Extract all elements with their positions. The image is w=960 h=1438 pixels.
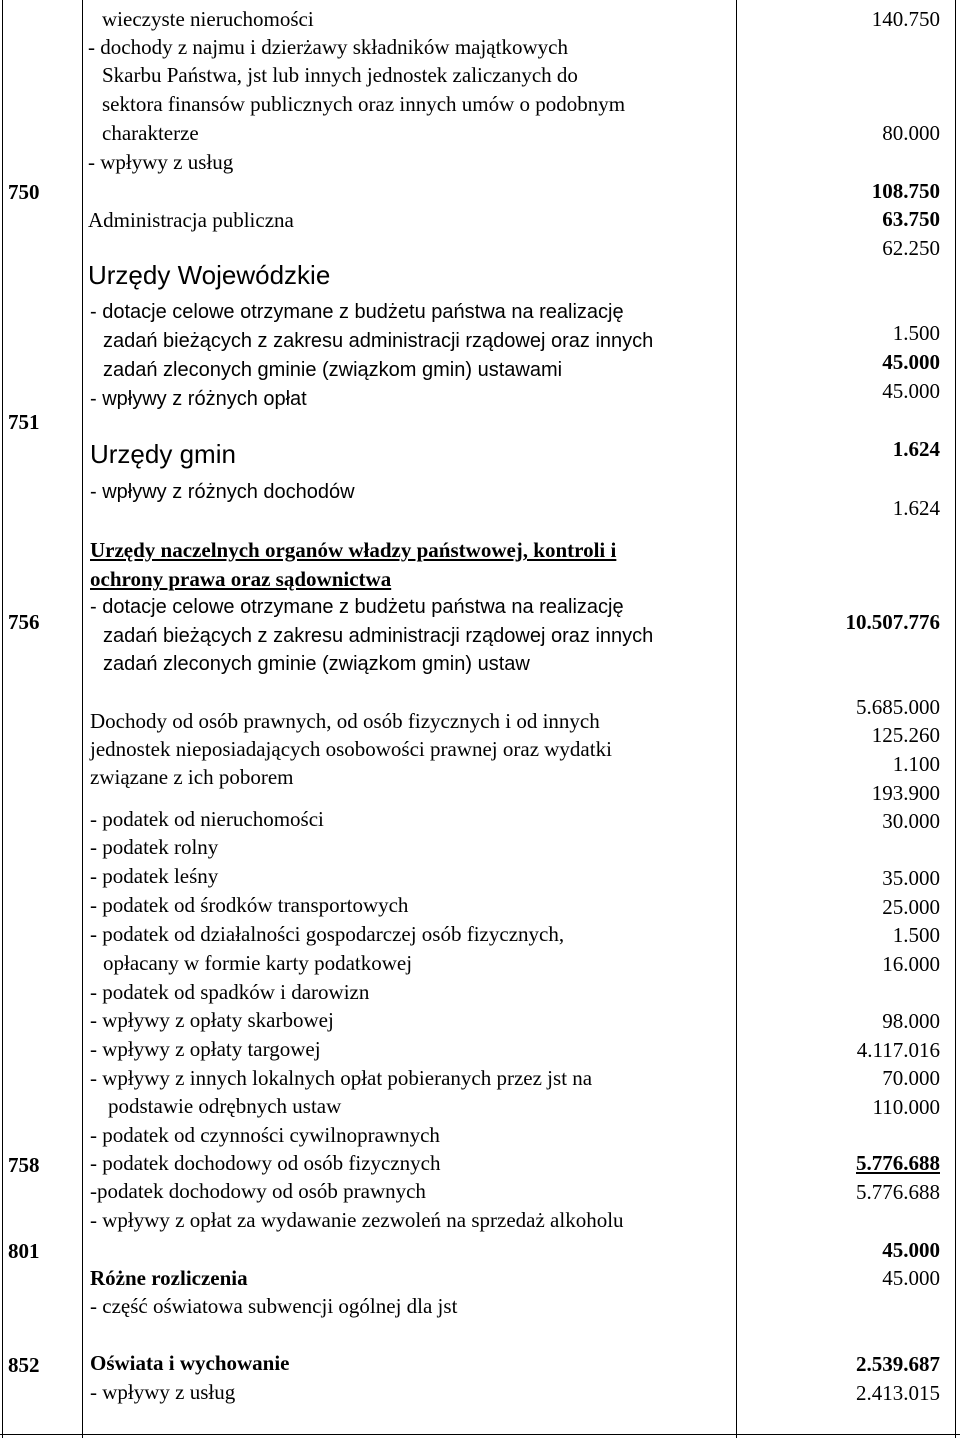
amount: 25.000	[882, 895, 940, 919]
description-line: - wpływy z innych lokalnych opłat pobieranych przez jst na	[90, 1066, 593, 1090]
description-line: sektora finansów publicznych oraz innych umów o podobnym	[102, 92, 626, 116]
amount-total: 108.750	[871, 179, 940, 203]
amount: 1.500	[892, 923, 940, 947]
amount-total: 45.000	[882, 1238, 940, 1262]
description-line: - wpływy z różnych dochodów	[90, 481, 355, 503]
column-divider-amount	[736, 0, 737, 1438]
amount: 1.500	[892, 321, 940, 345]
amount-total: 63.750	[882, 207, 940, 231]
description-line: - wpływy z opłaty skarbowej	[90, 1008, 334, 1032]
amount: 30.000	[882, 809, 940, 833]
description-line: podstawie odrębnych ustaw	[108, 1094, 342, 1118]
amount: 62.250	[882, 236, 940, 260]
section-title-administracja: Administracja publiczna	[88, 208, 294, 232]
section-heading-urzedy-wojewodzkie: Urzędy Wojewódzkie	[88, 260, 331, 290]
amount-total: 2.539.687	[856, 1352, 940, 1376]
amount-total: 5.776.688	[856, 1151, 940, 1175]
amount: 70.000	[882, 1066, 940, 1090]
amount: 110.000	[872, 1095, 940, 1119]
description-line: zadań zleconych gminie (związkom gmin) ustawami	[103, 359, 563, 381]
section-title-rozne-rozliczenia: Różne rozliczenia	[90, 1266, 248, 1290]
description-line: opłacany w formie karty podatkowej	[103, 951, 413, 975]
section-title-oswiata: Oświata i wychowanie	[90, 1351, 290, 1375]
description-line: związane z ich poborem	[90, 765, 294, 789]
amount: 193.900	[871, 781, 940, 805]
amount: 5.685.000	[856, 695, 940, 719]
amount: 1.624	[892, 496, 940, 520]
amount: 1.100	[892, 752, 940, 776]
section-code-756: 756	[8, 610, 40, 634]
description-line: - podatek od nieruchomości	[90, 807, 324, 831]
table-border-right	[955, 0, 956, 1438]
amount: 2.413.015	[856, 1381, 940, 1405]
description-line: charakterze	[102, 121, 199, 145]
description-line: - podatek leśny	[90, 864, 219, 888]
description-line: - wpływy z usług	[88, 150, 234, 174]
amount: 5.776.688	[856, 1180, 940, 1204]
amount-total: 10.507.776	[845, 610, 940, 634]
description-line: wieczyste nieruchomości	[102, 7, 314, 31]
description-line: zadań zleconych gminie (związkom gmin) ustaw	[103, 653, 530, 675]
description-line: - podatek od czynności cywilnoprawnych	[90, 1123, 440, 1147]
table-border-bottom	[0, 1434, 960, 1435]
description-line: - podatek dochodowy od osób fizycznych	[90, 1151, 441, 1175]
amount: 45.000	[882, 379, 940, 403]
description-line: - podatek rolny	[90, 835, 219, 859]
amount: 98.000	[882, 1009, 940, 1033]
amount: 80.000	[882, 121, 940, 145]
amount-total: 45.000	[882, 350, 940, 374]
description-line: Skarbu Państwa, jst lub innych jednostek zaliczanych do	[102, 63, 578, 87]
section-code-852: 852	[8, 1353, 40, 1377]
amount: 4.117.016	[856, 1038, 940, 1062]
description-line: - dotacje celowe otrzymane z budżetu państwa na realizację	[90, 596, 624, 618]
description-line: - podatek od działalności gospodarczej osób fizycznych,	[90, 922, 565, 946]
section-title-urzedy-naczelnych-cont: ochrony prawa oraz sądownictwa	[90, 567, 392, 591]
amount: 45.000	[882, 1266, 940, 1290]
description-line: -podatek dochodowy od osób prawnych	[90, 1179, 426, 1203]
description-line: jednostek nieposiadających osobowości prawnej oraz wydatki	[90, 737, 612, 761]
description-line: Dochody od osób prawnych, od osób fizycznych i od innych	[90, 709, 600, 733]
section-code-750: 750	[8, 180, 40, 204]
description-line: zadań bieżących z zakresu administracji rządowej oraz innych	[103, 330, 654, 352]
description-line: - część oświatowa subwencji ogólnej dla jst	[90, 1294, 458, 1318]
amount-total: 1.624	[892, 437, 940, 461]
section-heading-urzedy-gmin: Urzędy gmin	[90, 439, 236, 469]
description-line: - podatek od środków transportowych	[90, 893, 409, 917]
amount: 125.260	[871, 723, 940, 747]
section-title-urzedy-naczelnych: Urzędy naczelnych organów władzy państwowej, kontroli i	[90, 538, 617, 562]
description-line: - wpływy z różnych opłat	[90, 388, 307, 410]
description-line: - dochody z najmu i dzierżawy składników majątkowych	[88, 35, 568, 59]
section-code-758: 758	[8, 1153, 40, 1177]
column-divider-code	[82, 0, 83, 1438]
description-line: - dotacje celowe otrzymane z budżetu państwa na realizację	[90, 301, 624, 323]
description-line: - wpływy z opłaty targowej	[90, 1037, 321, 1061]
description-line: - podatek od spadków i darowizn	[90, 980, 370, 1004]
description-line: zadań bieżących z zakresu administracji rządowej oraz innych	[103, 625, 654, 647]
amount: 16.000	[882, 952, 940, 976]
amount: 140.750	[871, 7, 940, 31]
table-border-left	[2, 0, 3, 1438]
section-code-751: 751	[8, 410, 40, 434]
description-line: - wpływy z usług	[90, 1380, 236, 1404]
description-line: - wpływy z opłat za wydawanie zezwoleń na sprzedaż alkoholu	[90, 1208, 624, 1232]
amount: 35.000	[882, 866, 940, 890]
section-code-801: 801	[8, 1239, 40, 1263]
